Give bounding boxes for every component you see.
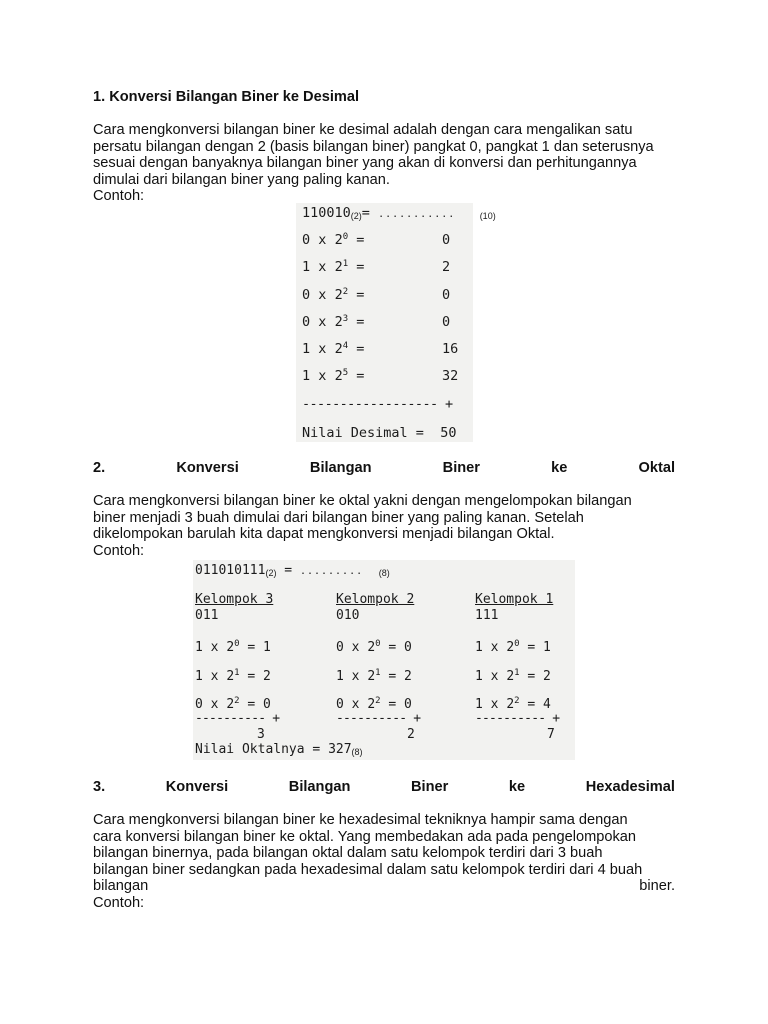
group-sum-line: ---------- + (475, 711, 560, 726)
group-row: 0 x $2^2 = 0$ (336, 696, 412, 712)
group-row: 1 x $2^1 = 2$ (475, 668, 551, 684)
figure-row: 1 x $2^1$ = (302, 259, 365, 275)
figure-row-value: 2 (442, 259, 451, 275)
section1-heading: 1. Konversi Bilangan Biner ke Desimal (93, 89, 360, 105)
figure-row-value: 0 (442, 232, 451, 248)
group-row: 1 x $2^1 = 2$ (195, 668, 271, 684)
group-row: 1 x $2^1 = 2$ (336, 668, 412, 684)
paragraph-line: bilangan biner. (93, 878, 675, 894)
figure-row: 0 x $2^0$ = (302, 232, 365, 248)
figure-row-value: 0 (442, 314, 451, 330)
group-title: Kelompok 2 (336, 592, 415, 607)
paragraph-line: biner menjadi 3 buah dimulai dari bilangan biner yang paling kanan. Setelah (93, 509, 584, 526)
group-row: 0 x $2^2 = 0$ (195, 696, 271, 712)
group-total: 2 (407, 727, 415, 742)
binary-to-decimal-figure (296, 203, 496, 442)
figure-row: 1 x $2^4$ = (302, 341, 365, 357)
paragraph-line: cara konversi bilangan biner ke oktal. Yang membedakan ada pada pengelompokan (93, 828, 637, 845)
group-sum-line: ---------- + (195, 711, 280, 726)
example-label: Contoh: (93, 542, 145, 559)
paragraph-line: dimulai dari bilangan biner yang paling kanan. (93, 171, 390, 188)
figure-row-value: 0 (442, 287, 451, 303)
group-total: 3 (257, 727, 265, 742)
group-bits: 010 (336, 608, 360, 623)
figure-row: 1 x $2^5$ = (302, 368, 365, 384)
paragraph-line: bilangan binernya, pada bilangan oktal dalam satu kelompok terdiri dari 3 buah (93, 845, 603, 861)
group-title: Kelompok 1 (475, 592, 554, 607)
figure-row-value: 16 (442, 341, 459, 357)
section2-heading: 2. Konversi Bilangan Biner ke Oktal (93, 460, 675, 476)
figure-sum-line: ------------------ + (302, 396, 453, 412)
section3-heading: 3. Konversi Bilangan Biner ke Hexadesimal (93, 779, 675, 795)
section2-paragraph (93, 493, 675, 559)
paragraph-line: Cara mengkonversi bilangan biner ke oktal yakni dengan mengelompokan bilangan (93, 493, 632, 509)
figure-row: 0 x $2^2$ = (302, 287, 365, 303)
section1-paragraph (93, 122, 675, 205)
group-row: 1 x $2^0 = 1$ (195, 639, 271, 655)
group-row: 1 x $2^0 = 1$ (475, 639, 551, 655)
group-title: Kelompok 3 (195, 592, 274, 607)
paragraph-line: sesuai dengan banyaknya bilangan biner yang akan di konversi dan perhitungannya (93, 155, 637, 171)
section3-paragraph (93, 812, 675, 911)
example-label: Contoh: (93, 894, 145, 911)
figure-row: 0 x $2^3$ = (302, 314, 365, 330)
figure-result: Nilai Desimal = 50 (302, 425, 457, 441)
paragraph-line: Cara mengkonversi bilangan biner ke desimal adalah dengan cara mengalikan satu (93, 122, 633, 138)
group-row: 1 x $2^2 = 4$ (475, 696, 551, 712)
figure-problem: $110010_{(2)}=$ ........... $_{(10)}$ (302, 205, 496, 221)
paragraph-line: bilangan biner sedangkan pada hexadesimal dalam satu kelompok terdiri dari 4 buah (93, 861, 643, 878)
figure-result: Nilai Oktalnya = $327_{(8)}$ (195, 742, 363, 757)
group-row: 0 x $2^0 = 0$ (336, 639, 412, 655)
group-total: 7 (547, 727, 555, 742)
figure-problem: $011010111_{(2)}$ = ......... $_{(8)}$ (195, 563, 390, 578)
paragraph-line: persatu bilangan dengan 2 (basis bilangan biner) pangkat 0, pangkat 1 dan seterusnya (93, 138, 654, 155)
example-label: Contoh: (93, 188, 145, 204)
group-sum-line: ---------- + (336, 711, 421, 726)
group-bits: 111 (475, 608, 499, 623)
paragraph-line: Cara mengkonversi bilangan biner ke hexadesimal tekniknya hampir sama dengan (93, 812, 628, 828)
paragraph-line: dikelompokan barulah kita dapat mengkonversi menjadi bilangan Oktal. (93, 526, 555, 542)
group-bits: 011 (195, 608, 219, 623)
binary-to-octal-figure (193, 560, 575, 760)
figure-row-value: 32 (442, 368, 459, 384)
